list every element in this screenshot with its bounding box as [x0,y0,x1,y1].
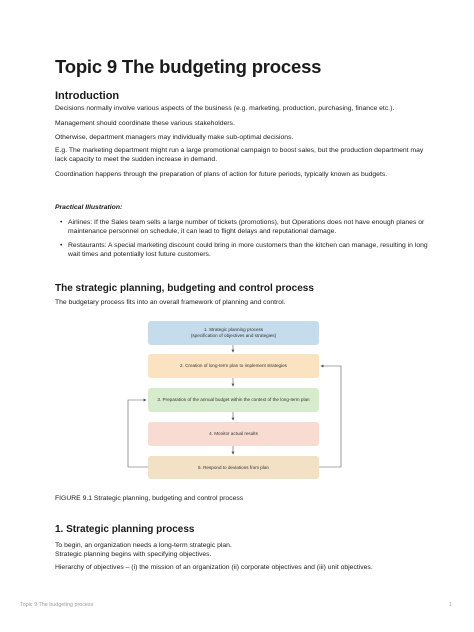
footer-title: Topic 9 The budgeting process [20,602,94,608]
section-1-heading: 1. Strategic planning process [55,524,195,535]
feedback-loop-right [319,366,341,467]
section-1-line: To begin, an organization needs a long-term strategic plan. [55,542,232,549]
box-label: 4. Monitor actual results [209,431,258,436]
box-label: 2. Creation of long-term plan to implement strategies [180,363,287,368]
box-label: 1. Strategic planning process [203,327,264,332]
practical-illustration-label: Practical Illustration: [55,204,123,211]
bullet-text: Airlines: If the Sales team sells a large number of tickets (promotions), but Operations does not have enough planes or maintenance personnel on schedule, it can lead to flight delays and reputational damage. [68,219,425,236]
strategic-section-heading: The strategic planning, budgeting and control process [55,283,314,294]
diagram-box-monitor-results [148,422,319,446]
bullet-icon: • [60,219,63,226]
section-1-hierarchy: Hierarchy of objectives – (i) the mission of an organization (ii) corporate objectives and (iii) unit objectives. [55,564,373,571]
intro-paragraph: Management should coordinate these various stakeholders. [55,120,235,127]
intro-paragraph: E.g. The marketing department might run a large promotional campaign to boost sales, but the production department may lack capacity to meet the sudden increase in demand. [55,147,424,164]
feedback-loop-left [128,400,148,467]
box-sublabel: (specification of objectives and strategies) [190,333,277,338]
diagram-box-strategic-planning [148,321,319,345]
intro-paragraph: Coordination happens through the preparation of plans of action for future periods, typically known as budgets. [55,171,388,178]
intro-paragraph: Decisions normally involve various aspects of the business (e.g. marketing, production, purchasing, finance etc.). [55,105,395,112]
footer-page-number: 1 [449,602,452,608]
page-title: Topic 9 The budgeting process [55,56,322,77]
box-label: 5. Respond to deviations from plan [198,464,269,470]
bullet-icon: • [60,242,63,249]
section-1-line: Strategic planning begins with specifying objectives. [55,551,212,558]
diagram-box-annual-budget [148,388,319,412]
introduction-heading: Introduction [55,90,120,102]
bullet-text: Restaurants: A special marketing discount could bring in more customers than the kitchen can manage, resulting in long wait times and potentially lost future customers. [68,242,428,259]
diagram-box-respond-deviations [148,456,319,479]
box-label: 3. Preparation of the annual budget within the context of the long-term plan [157,397,310,402]
strategic-intro: The budgetary process fits into an overall framework of planning and control. [55,299,286,306]
intro-paragraph: Otherwise, department managers may individually make sub-optimal decisions. [55,134,294,141]
figure-caption: FIGURE 9.1 Strategic planning, budgeting and control process [55,495,244,502]
diagram-box-long-term-plan [148,354,319,378]
